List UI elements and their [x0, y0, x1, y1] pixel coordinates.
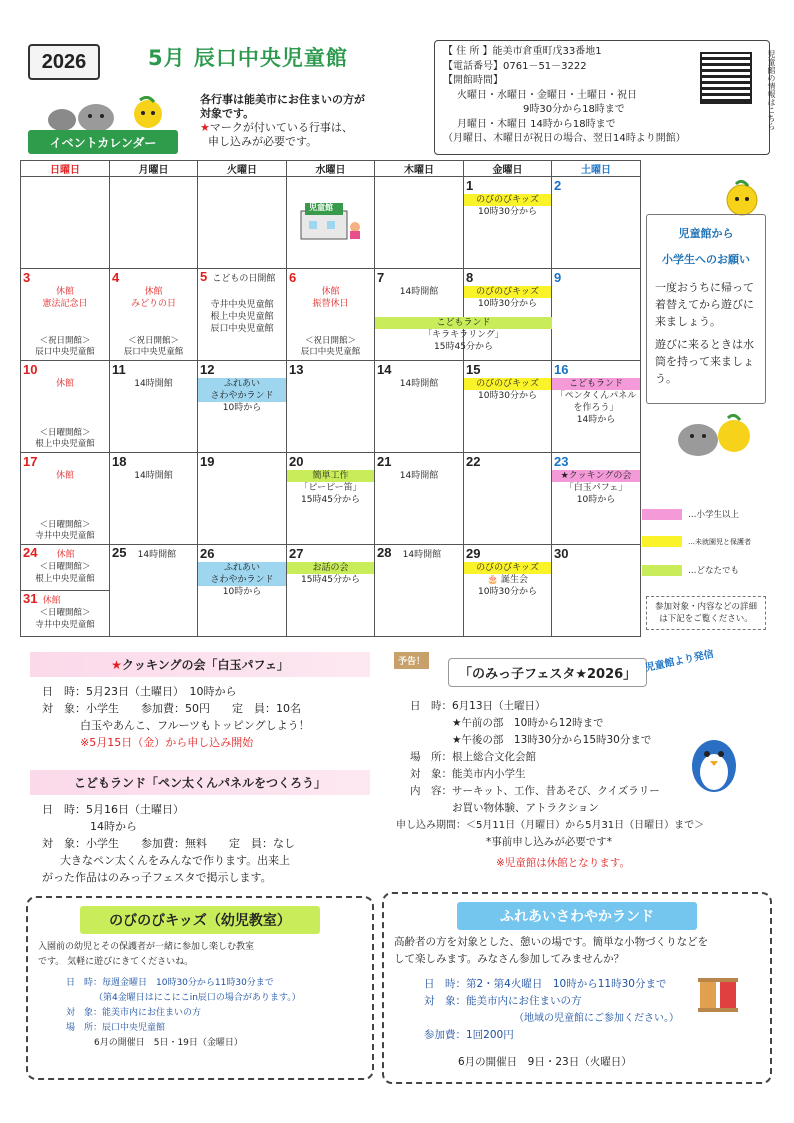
sunday-opening: [21, 520, 109, 542]
cooking-date: 日 時：5月23日（土曜日） 10時から: [42, 685, 237, 698]
thread-spool-icon: [694, 974, 744, 1018]
penguin-mascot: [684, 726, 744, 799]
event-tag: 簡単工作: [287, 470, 374, 482]
day-cell[interactable]: [464, 269, 552, 361]
event-title: を作ろう」: [573, 403, 619, 413]
holiday-opening: [21, 336, 109, 358]
day-cell-empty: [198, 177, 287, 269]
holiday-label: ＜祝日開館＞: [304, 336, 356, 346]
penguin-icon: [684, 726, 744, 796]
notice-text: [200, 93, 425, 149]
opening-hall: 辰口中央児童館: [123, 347, 184, 357]
day-number: 4: [112, 270, 120, 285]
opening-hall: 根上中央児童館: [210, 312, 274, 322]
day-number: 8: [466, 270, 474, 285]
day-number: 27: [289, 546, 304, 561]
opening-time: 14時開館: [399, 287, 439, 297]
day-number: 10: [23, 362, 38, 377]
day-number: 16: [554, 362, 569, 377]
kodomo-desc: がった作品はのみっ子フェスタで掲示します。: [42, 871, 272, 884]
opening-hall: 寺井中央児童館: [210, 300, 274, 310]
day-number: 18: [112, 454, 127, 469]
sunday-label: ＜日曜開館＞: [39, 428, 91, 438]
opening-time: 14時開館: [402, 550, 442, 560]
day-number: 24: [23, 545, 38, 560]
nobinobi-title: のびのびキッズ（幼児教室）: [80, 906, 320, 934]
festa-section: [384, 646, 770, 890]
holiday-name: みどりの日: [130, 299, 176, 309]
closed-note: （月曜日、木曜日が祝日の場合、翌日14時より開館）: [443, 133, 686, 144]
day-number: 23: [554, 454, 569, 469]
day-number: 15: [466, 362, 481, 377]
day-number: 20: [289, 454, 304, 469]
request-title: 児童館から: [678, 227, 734, 240]
event-tag: ふれあい さわやかランド: [198, 378, 286, 402]
cooking-apply: ※5月15日（金）から申し込み開始: [80, 736, 254, 749]
yokoku-flag: 予告！: [394, 652, 429, 669]
event-tag: こどもランド: [375, 317, 552, 329]
cooking-desc: 白玉やあんこ、フルーツもトッピングしよう！: [80, 719, 310, 732]
request-body: 遊びに来るときは水筒を持って来ましょう。: [655, 338, 754, 385]
day-number: 31: [23, 591, 38, 606]
festa-am: ★午前の部 10時から12時まで: [452, 717, 604, 729]
holiday-opening: [110, 336, 197, 358]
day-number: 17: [23, 454, 38, 469]
event-time: 15時45分から: [301, 575, 360, 585]
day-number: 30: [554, 546, 569, 561]
mascots-icon: [668, 406, 758, 460]
weekday-mon: 月曜日: [110, 161, 198, 177]
opening-time: 14時開館: [399, 379, 439, 389]
event-tag: のびのびキッズ: [464, 286, 551, 298]
day-number: 7: [377, 270, 385, 285]
day-cell-empty: [110, 177, 198, 269]
day-31: [21, 591, 109, 631]
fureai-fee: 参加費：1回200円: [424, 1029, 514, 1041]
request-body: 一度おうちに帰って着替えてから遊びに来ましょう。: [655, 281, 754, 328]
event-title: 「ピーピー笛」: [299, 483, 362, 493]
kodomo-date: 日 時：5月16日（土曜日）: [42, 803, 184, 816]
day-cell[interactable]: [464, 453, 552, 545]
day-cell[interactable]: [464, 361, 552, 453]
event-title: 「キラキラリング」: [423, 330, 504, 340]
holiday-name: 憲法記念日: [42, 299, 88, 309]
hours-days-1: 火曜日・水曜日・金曜日・土曜日・祝日: [457, 89, 637, 101]
sunday-label: ＜日曜開館＞: [39, 562, 91, 572]
cooking-section: [30, 652, 370, 751]
day-cell[interactable]: [21, 453, 110, 545]
closed-label: 休館: [55, 379, 74, 389]
opening-time: 14時開館: [134, 379, 173, 389]
holiday-opening: [287, 336, 374, 358]
event-time: 10時30分から: [478, 207, 537, 217]
mascot-icon: [44, 96, 174, 132]
kodomo-land-title: こどもランド「ペン太くんパネルをつくろう」: [30, 770, 370, 795]
weekday-sun: 日曜日: [21, 161, 110, 177]
address: 【 住 所 】能美市倉重町戊33番地1: [443, 46, 602, 57]
notice-line: 申し込みが必要です。: [208, 135, 318, 148]
event-time: 15時45分から: [301, 495, 360, 505]
weekday-sat: 土曜日: [552, 161, 641, 177]
day-cell[interactable]: [198, 545, 287, 637]
day-number: 13: [289, 362, 304, 377]
closed-label: 休館: [321, 287, 340, 297]
weekday-thu: 木曜日: [375, 161, 464, 177]
sunday-label: ＜日曜開館＞: [39, 608, 91, 618]
fureai-target: 対 象：能美市内にお住まいの方: [424, 995, 582, 1007]
notice-line: [200, 121, 425, 135]
event-time: 10時から: [576, 495, 616, 505]
festa-closed: ※児童館は休館となります。: [496, 857, 630, 869]
opening-time: 14時開館: [399, 471, 439, 481]
day-cell[interactable]: [21, 361, 110, 453]
day-cell-empty: [375, 177, 464, 269]
opening-hall: 根上中央児童館: [35, 574, 95, 584]
event-time: 10時から: [222, 587, 262, 597]
holiday-label: ＜祝日開館＞: [39, 336, 91, 346]
day-cell[interactable]: [198, 361, 287, 453]
star-icon: ★: [200, 121, 210, 134]
day-cell[interactable]: [287, 361, 375, 453]
nobinobi-place: 場 所：辰口中央児童館: [66, 1023, 166, 1033]
event-tag: のびのびキッズ: [464, 194, 551, 206]
legend-label: …小学生以上: [688, 510, 740, 520]
opening-time: 14時開館: [137, 550, 177, 560]
qr-code-icon[interactable]: [700, 52, 752, 104]
day-cell-empty: [287, 177, 375, 269]
birthday-party: [464, 574, 551, 586]
thread-illustration: [694, 974, 744, 1021]
day-number: 6: [289, 270, 297, 285]
event-tag: ふれあい さわやかランド: [198, 562, 286, 586]
closed-label: 休館: [56, 550, 75, 560]
festa-content: お買い物体験、アトラクション: [452, 802, 599, 814]
day-cell[interactable]: [375, 545, 464, 637]
holiday-label: ＜祝日開館＞: [127, 336, 179, 346]
day-number: 19: [200, 454, 215, 469]
nobinobi-section: [26, 896, 374, 1080]
festa-content: 内 容：サーキット、工作、昔あそび、クイズラリー: [410, 785, 660, 797]
qr-label: 児童館の情報はこちら: [767, 50, 776, 130]
legend-item: [642, 508, 739, 520]
day-cell[interactable]: [198, 269, 287, 361]
day-cell[interactable]: [552, 361, 641, 453]
mascot-illustration: [44, 96, 174, 132]
fureai-june: 6月の開催日 9日・23日（火曜日）: [458, 1056, 632, 1068]
day-number: 12: [200, 362, 215, 377]
day-24: [21, 545, 109, 591]
notice-line: 各行事は能美市にお住まいの方が: [200, 93, 365, 106]
festa-date: 日 時：6月13日（土曜日）: [410, 700, 546, 712]
cooking-title-text: クッキングの会「白玉パフェ」: [121, 658, 289, 672]
year-flag: 2026: [28, 44, 100, 80]
event-tag: ★クッキングの会: [552, 470, 640, 482]
event-tag: お話の会: [287, 562, 374, 574]
day-cell[interactable]: [110, 269, 198, 361]
hours-label: 【開館時間】: [443, 75, 503, 86]
day-cell-empty: [21, 177, 110, 269]
calendar-week: [21, 453, 641, 545]
opening-time: 14時開館: [134, 471, 173, 481]
event-time: 14時から: [576, 415, 616, 425]
day-cell[interactable]: [464, 545, 552, 637]
day-number: 3: [23, 270, 31, 285]
day-cell[interactable]: [287, 545, 375, 637]
day-number: 28: [377, 545, 392, 560]
nobinobi-desc: [38, 940, 362, 970]
request-box: [646, 214, 766, 404]
day-number: 25: [112, 545, 127, 560]
fureai-desc: して楽しみます。みなさん参加してみませんか？: [394, 953, 625, 965]
day-cell[interactable]: [375, 361, 464, 453]
building-sign: 児童館: [309, 203, 333, 212]
day-number: 11: [112, 362, 126, 377]
cake-icon: 🎂: [486, 575, 499, 585]
day-number: 2: [554, 178, 562, 193]
event-tag: のびのびキッズ: [464, 562, 551, 574]
nobinobi-desc-line: です。 気軽に遊びにきてくださいね。: [38, 957, 194, 967]
day-number: 14: [377, 362, 392, 377]
day-cell[interactable]: [110, 545, 198, 637]
nobinobi-date: 日 時：毎週金曜日 10時30分から11時30分まで: [66, 978, 274, 988]
opening-hall: 寺井中央児童館: [35, 531, 95, 541]
opening-hall: 寺井中央児童館: [35, 620, 95, 630]
nobinobi-desc-line: 入園前の幼児とその保護者が一緒に参加し楽しむ教室: [38, 942, 255, 952]
kodomo-land-section: [30, 770, 370, 886]
fureai-date: 日 時：第2・第4火曜日 10時から11時30分まで: [424, 978, 667, 990]
hatsu-label: 児童館より発信: [644, 648, 715, 675]
holiday-opening-label: こどもの日開館: [212, 274, 276, 284]
fureai-target-note: （地域の児童館にご参加ください。）: [514, 1013, 679, 1024]
day-cell[interactable]: [21, 545, 110, 637]
legend-label: …どなたでも: [688, 566, 740, 576]
closed-label: 休館: [55, 471, 74, 481]
festa-pm: ★午後の部 13時30分から15時30分まで: [452, 734, 652, 746]
request-title: 小学生へのお願い: [662, 253, 750, 266]
day-cell[interactable]: [375, 269, 504, 361]
day-cell[interactable]: [552, 269, 641, 361]
opening-hall: 辰口中央児童館: [35, 347, 95, 357]
day-number: 22: [466, 454, 481, 469]
sunday-label: ＜日曜開館＞: [39, 520, 91, 530]
weekday-wed: 水曜日: [287, 161, 375, 177]
legend-swatch: [642, 565, 682, 576]
page-title: 5月 辰口中央児童館: [148, 46, 348, 70]
day-cell[interactable]: [375, 453, 464, 545]
day-cell[interactable]: [198, 453, 287, 545]
festa-target: 対 象：能美市内小学生: [410, 768, 526, 780]
day-number: 21: [377, 454, 392, 469]
hours-days-2: 月曜日・木曜日 14時から18時まで: [457, 118, 616, 130]
day-cell[interactable]: [464, 177, 552, 269]
calendar-week: [21, 269, 641, 361]
day-number: 9: [554, 270, 562, 285]
birthday-label: 誕生会: [501, 575, 529, 585]
closed-label: 休館: [55, 287, 74, 297]
event-tag: こどもランド: [552, 378, 640, 390]
event-time: 15時45分から: [434, 342, 493, 352]
day-cell[interactable]: [110, 453, 198, 545]
notice-line-text: マークが付いている行事は、: [209, 121, 353, 134]
legend-note: 参加対象・内容などの詳細は下記をご覧ください。: [646, 596, 766, 630]
nobinobi-date-note: （第4金曜日はにこにこin辰口の場合があります。）: [94, 993, 301, 1003]
fureai-section: [382, 892, 772, 1084]
legend-item: [642, 564, 739, 576]
phone: 【電話番号】0761－51－3222: [443, 60, 587, 72]
kodomo-desc: 大きなペン太くんをみんなで作ります。出来上: [60, 854, 291, 867]
holiday-name: 振替休日: [312, 299, 349, 309]
notice-line: 対象です。: [200, 107, 255, 120]
mascots-illustration: [668, 406, 758, 463]
festa-apply: 申し込み期間：＜5月11日（月曜日）から5月31日（日曜日）まで＞: [396, 820, 705, 831]
calendar-week: [21, 361, 641, 453]
opening-hall: 辰口中央児童館: [210, 324, 274, 334]
festa-apply-note: *事前申し込みが必要です*: [486, 836, 612, 848]
event-tag: のびのびキッズ: [464, 378, 551, 390]
day-number: 1: [466, 178, 474, 193]
day-number: 29: [466, 546, 481, 561]
cooking-target: 対 象：小学生 参加費：50円 定 員：10名: [42, 702, 301, 715]
weekday-tue: 火曜日: [198, 161, 287, 177]
festa-place: 場 所：根上総合文化会館: [410, 751, 536, 763]
event-title: 「ペンタくんパネル: [555, 391, 637, 401]
day-cell[interactable]: [552, 177, 641, 269]
lemon-mascot-icon: [722, 178, 762, 218]
day-cell[interactable]: [287, 453, 375, 545]
legend-item: [642, 536, 751, 547]
day-cell[interactable]: [287, 269, 375, 361]
calendar-week: [21, 545, 641, 637]
opening-hall: 根上中央児童館: [35, 439, 95, 449]
day-number: 5: [200, 269, 208, 284]
building-illustration: [297, 201, 367, 244]
legend-label: …未就園児と保護者: [688, 537, 751, 546]
day-number: 26: [200, 546, 215, 561]
star-icon: ★: [111, 658, 122, 672]
legend-swatch: [642, 509, 682, 520]
event-title: 「白玉パフェ」: [564, 483, 628, 493]
legend-swatch: [642, 536, 682, 547]
kodomo-target: 対 象：小学生 参加費：無料 定 員：なし: [42, 837, 295, 850]
hours-time-1: 9時30分から18時まで: [523, 104, 625, 115]
opening-hall: 辰口中央児童館: [300, 347, 361, 357]
festa-title: 「のみっ子フェスタ★2026」: [448, 658, 647, 687]
cooking-title: [30, 652, 370, 677]
closed-label: 休館: [42, 596, 61, 606]
sunday-opening: [21, 428, 109, 450]
event-calendar-banner: イベントカレンダー: [28, 130, 178, 154]
day-cell[interactable]: [552, 453, 641, 545]
fureai-desc: 高齢者の方を対象とした、憩いの場です。簡単な小物づくりなどを: [394, 936, 709, 948]
weekday-fri: 金曜日: [464, 161, 552, 177]
nobinobi-target: 対 象：能美市内にお住まいの方: [66, 1008, 202, 1018]
weekday-header: [21, 161, 641, 177]
kodomo-time: 14時から: [90, 820, 137, 833]
fureai-title: ふれあいさわやかランド: [457, 902, 697, 930]
event-time: 10時30分から: [478, 299, 537, 309]
event-time: 10時30分から: [478, 587, 537, 597]
day-cell[interactable]: [21, 269, 110, 361]
event-time: 10時30分から: [478, 391, 537, 401]
day-cell[interactable]: [110, 361, 198, 453]
nobinobi-june: 6月の開催日 5日・19日（金曜日）: [94, 1038, 243, 1048]
calendar-week: [21, 177, 641, 269]
event-calendar: [20, 160, 641, 637]
closed-label: 休館: [144, 287, 163, 297]
event-time: 10時から: [222, 403, 262, 413]
day-cell[interactable]: [552, 545, 641, 637]
